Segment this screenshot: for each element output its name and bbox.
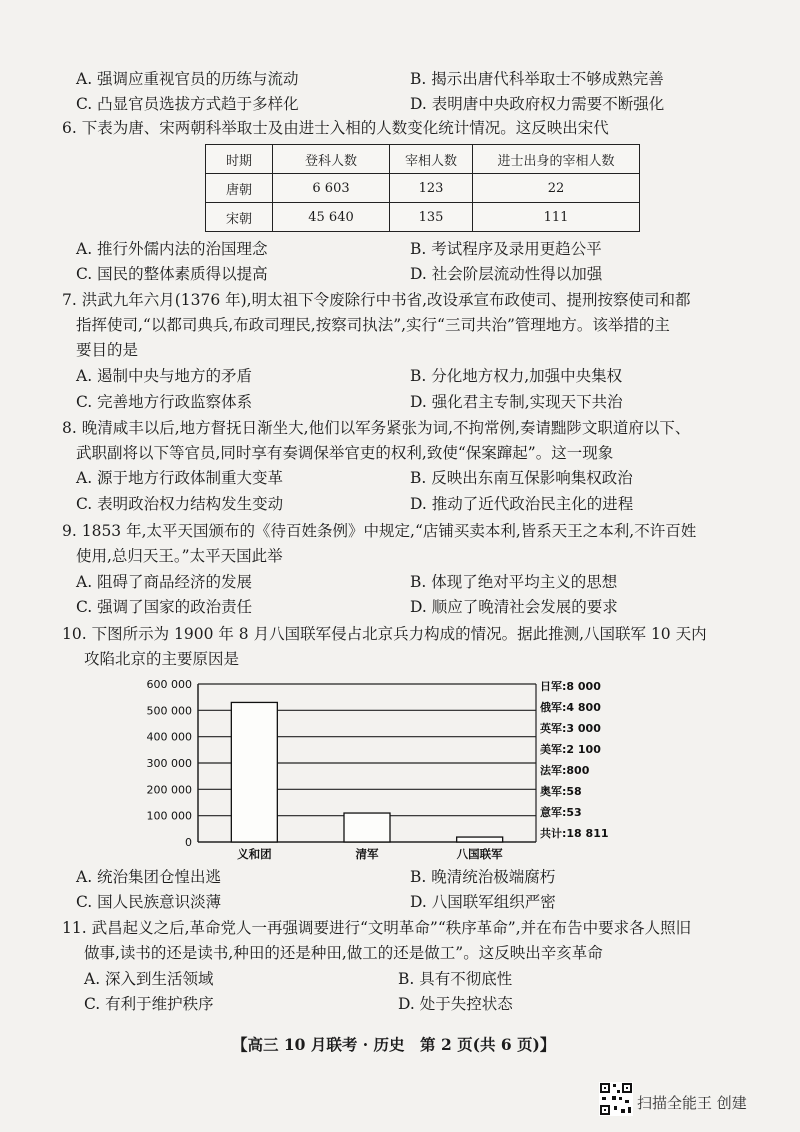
data-annotation: 日军:8 000 <box>540 680 601 693</box>
q6-option-d: D. 社会阶层流动性得以加强 <box>410 265 603 283</box>
q9-stem-line-1: 9. 1853 年,太平天国颁布的《待百姓条例》中规定,“店铺买卖本利,皆系天王之本利,不许百姓 <box>62 522 697 540</box>
page-footer: 【高三 10 月联考 · 历史 第 2 页(共 6 页)】 <box>232 1035 556 1054</box>
y-tick-label: 500 000 <box>146 704 192 718</box>
q6-stem: 6. 下表为唐、宋两朝科举取士及由进士入相的人数变化统计情况。这反映出宋代 <box>62 119 609 137</box>
q6-option-a: A. 推行外儒内法的治国理念 <box>76 240 268 258</box>
table-cell: 宋朝 <box>206 203 273 232</box>
table-row <box>206 174 640 203</box>
y-tick-label: 0 <box>185 836 192 849</box>
table-cell: 111 <box>473 203 640 232</box>
table-header: 进士出身的宰相人数 <box>473 145 640 174</box>
bar <box>231 702 277 842</box>
y-tick-label: 100 000 <box>146 809 192 823</box>
q10-option-d: D. 八国联军组织严密 <box>410 893 556 911</box>
data-annotation: 法军:800 <box>540 764 590 777</box>
data-annotation: 奥军:58 <box>540 785 582 798</box>
table-cell: 135 <box>390 203 473 232</box>
table-cell: 6 603 <box>273 174 390 203</box>
table-cell: 唐朝 <box>206 174 273 203</box>
q9-option-c: C. 强调了国家的政治责任 <box>76 598 253 616</box>
q10-option-c: C. 国人民族意识淡薄 <box>76 893 222 911</box>
q5-option-c: C. 凸显官员选拔方式趋于多样化 <box>76 95 299 113</box>
chart-bars <box>231 702 502 842</box>
table-cell: 123 <box>390 174 473 203</box>
q11-stem-line-2: 做事,读书的还是读书,种田的还是种田,做工的还是做工”。这反映出辛亥革命 <box>84 944 603 962</box>
table-cell: 22 <box>473 174 640 203</box>
bar <box>457 837 503 842</box>
q10-stem-line-2: 攻陷北京的主要原因是 <box>84 650 240 668</box>
chart-y-ticks <box>147 678 193 849</box>
q11-option-a: A. 深入到生活领域 <box>84 970 214 988</box>
data-annotation: 意军:53 <box>540 806 582 819</box>
q5-option-d: D. 表明唐中央政府权力需要不断强化 <box>410 95 665 113</box>
table-cell: 45 640 <box>273 203 390 232</box>
data-annotation: 美军:2 100 <box>540 743 601 756</box>
chart-annotations <box>540 679 609 840</box>
x-tick-label: 八国联军 <box>456 847 503 861</box>
qr-code-icon <box>599 1082 633 1116</box>
q8-stem-line-2: 武职副将以下等官员,同时享有奏调保举官吏的权利,致使“保案蹿起”。这一现象 <box>76 444 614 462</box>
chart-x-labels <box>237 847 503 861</box>
q10-stem-line-1: 10. 下图所示为 1900 年 8 月八国联军侵占北京兵力构成的情况。据此推测,八国联军 10 天内 <box>62 625 707 643</box>
q11-option-c: C. 有利于维护秩序 <box>84 995 214 1013</box>
q6-table <box>205 144 640 232</box>
q7-option-b: B. 分化地方权力,加强中央集权 <box>410 367 623 385</box>
q9-option-a: A. 阻碍了商品经济的发展 <box>76 573 253 591</box>
q10-option-b: B. 晚清统治极端腐朽 <box>410 868 556 886</box>
bar <box>344 813 390 842</box>
table-header: 登科人数 <box>273 145 390 174</box>
q11-stem-line-1: 11. 武昌起义之后,革命党人一再强调要进行“文明革命”“秩序革命”,并在布告中要求各人照旧 <box>62 919 692 937</box>
y-tick-label: 200 000 <box>146 783 192 797</box>
y-tick-label: 300 000 <box>146 757 192 770</box>
x-tick-label: 清军 <box>355 847 379 861</box>
q8-stem-line-1: 8. 晚清咸丰以后,地方督抚日渐坐大,他们以军务紧张为词,不拘常例,奏请黜陟文职道府以下、 <box>62 419 691 437</box>
q8-option-a: A. 源于地方行政体制重大变革 <box>76 469 284 487</box>
table-row <box>206 203 640 232</box>
q7-option-c: C. 完善地方行政监察体系 <box>76 393 253 411</box>
q9-option-b: B. 体现了绝对平均主义的思想 <box>410 573 618 591</box>
y-tick-label: 400 000 <box>146 730 192 744</box>
q7-option-d: D. 强化君主专制,实现天下共治 <box>410 393 623 411</box>
troop-chart <box>140 672 620 864</box>
q10-option-a: A. 统治集团仓惶出逃 <box>76 868 222 886</box>
q11-option-d: D. 处于失控状态 <box>398 995 513 1013</box>
data-annotation: 英军:3 000 <box>540 722 601 735</box>
data-annotation: 俄军:4 800 <box>540 701 601 714</box>
q8-option-b: B. 反映出东南互保影响集权政治 <box>410 469 633 487</box>
q6-option-b: B. 考试程序及录用更趋公平 <box>410 240 602 258</box>
q5-option-b: B. 揭示出唐代科举取士不够成熟完善 <box>410 70 664 88</box>
data-annotation: 共计:18 811 <box>540 827 609 840</box>
table-header: 宰相人数 <box>390 145 473 174</box>
q8-option-c: C. 表明政治权力结构发生变动 <box>76 495 284 513</box>
y-tick-label: 600 000 <box>146 678 192 691</box>
q7-stem-line-3: 要目的是 <box>76 341 139 359</box>
x-tick-label: 义和团 <box>237 847 272 861</box>
q9-stem-line-2: 使用,总归天王。”太平天国此举 <box>76 547 283 565</box>
q8-option-d: D. 推动了近代政治民主化的进程 <box>410 495 634 513</box>
q5-option-a: A. 强调应重视官员的历练与流动 <box>76 70 299 88</box>
q11-option-b: B. 具有不彻底性 <box>398 970 513 988</box>
q9-option-d: D. 顺应了晚清社会发展的要求 <box>410 598 618 616</box>
table-header: 时期 <box>206 145 273 174</box>
q7-option-a: A. 遏制中央与地方的矛盾 <box>76 367 253 385</box>
q6-option-c: C. 国民的整体素质得以提高 <box>76 265 268 283</box>
q7-stem-line-2: 指挥使司,“以都司典兵,布政司理民,按察司执法”,实行“三司共治”管理地方。该举措的主 <box>76 316 670 334</box>
scanner-watermark: 扫描全能王 创建 <box>637 1094 747 1112</box>
q7-stem-line-1: 7. 洪武九年六月(1376 年),明太祖下令废除行中书省,改设承宣布政使司、提刑按察使司和都 <box>62 291 691 309</box>
